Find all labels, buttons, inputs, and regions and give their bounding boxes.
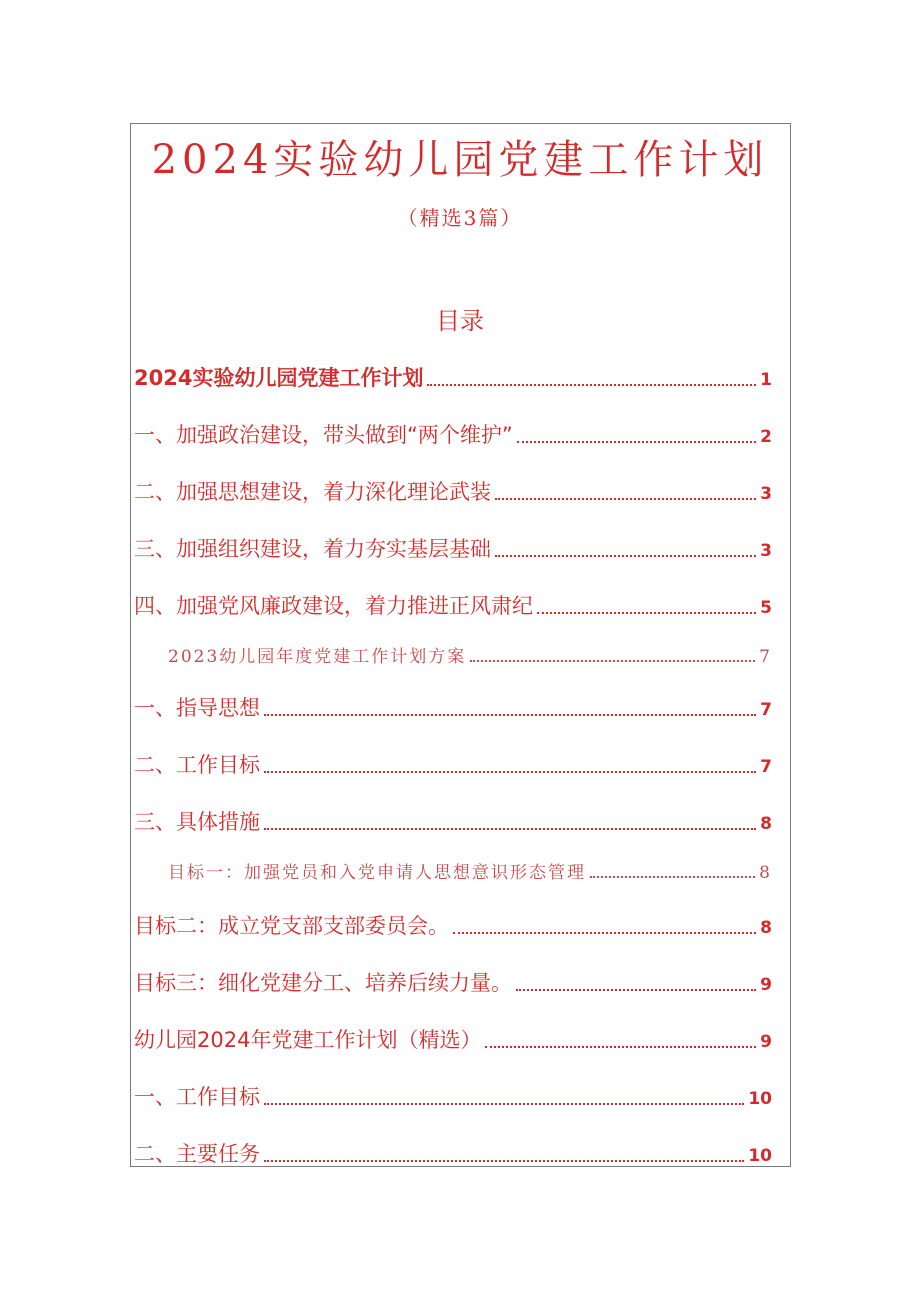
toc-entry[interactable]: [134, 533, 772, 563]
toc-leader-dots: [264, 714, 756, 716]
toc-entry-label: 四、加强党风廉政建设，着力推进正风肃纪: [134, 594, 533, 618]
toc-entry-page: 2: [760, 427, 772, 447]
toc-entry[interactable]: [168, 858, 772, 883]
toc-entry-page: 3: [760, 484, 772, 504]
toc-entry-label: 三、具体措施: [134, 810, 260, 834]
toc-entry-label: 二、工作目标: [134, 753, 260, 777]
toc-entry[interactable]: [134, 419, 772, 449]
toc-entry-label: 幼儿园2024年党建工作计划（精选）: [134, 1028, 482, 1052]
toc-entry-page: 7: [760, 757, 772, 777]
toc-leader-dots: [453, 932, 756, 934]
toc-entry-page: 10: [748, 1089, 772, 1109]
toc-entry[interactable]: [134, 910, 772, 940]
toc-entry-page: 9: [760, 975, 772, 995]
toc-entry[interactable]: [134, 1081, 772, 1111]
toc-leader-dots: [590, 876, 755, 878]
toc-entry-page: 8: [760, 918, 772, 938]
toc-entry-label: 2023幼儿园年度党建工作计划方案: [168, 647, 467, 667]
toc-entry-page: 7: [759, 647, 772, 667]
toc-entry[interactable]: [134, 806, 772, 836]
toc-entry-page: 5: [760, 598, 772, 618]
toc-leader-dots: [537, 612, 756, 614]
toc-leader-dots: [495, 555, 756, 557]
toc-leader-dots: [264, 1103, 744, 1105]
toc-entry-label: 一、工作目标: [134, 1085, 260, 1109]
toc-entry-page: 3: [760, 541, 772, 561]
toc-leader-dots: [264, 1160, 744, 1162]
toc-leader-dots: [495, 498, 756, 500]
toc-entry[interactable]: [134, 692, 772, 722]
toc-leader-dots: [264, 771, 756, 773]
toc-entry-label: 目标二：成立党支部支部委员会。: [134, 914, 449, 938]
toc-entry-label: 一、加强政治建设，带头做到“两个维护”: [134, 423, 513, 447]
toc-leader-dots: [264, 828, 756, 830]
toc-heading: 目录: [436, 307, 484, 335]
toc-leader-dots: [517, 441, 756, 443]
toc-entry-page: 10: [748, 1146, 772, 1166]
toc-leader-dots: [470, 660, 755, 662]
toc-entry[interactable]: [134, 1024, 772, 1054]
toc-entry[interactable]: [134, 749, 772, 779]
toc-entry[interactable]: [168, 642, 772, 667]
toc-leader-dots: [485, 1046, 756, 1048]
toc-entry-label: 2024实验幼儿园党建工作计划: [134, 366, 424, 390]
toc-entry-page: 8: [759, 863, 772, 883]
toc-entry[interactable]: [134, 1138, 772, 1168]
toc-entry-label: 一、指导思想: [134, 696, 260, 720]
toc-entry-page: 7: [760, 700, 772, 720]
toc-entry[interactable]: [134, 362, 772, 392]
toc-entry-page: 8: [760, 814, 772, 834]
toc-entry-page: 1: [760, 370, 772, 390]
toc-entry-label: 目标一：加强党员和入党申请人思想意识形态管理: [168, 863, 586, 883]
toc-entry-label: 二、加强思想建设，着力深化理论武装: [134, 480, 491, 504]
document-subtitle: （精选3篇）: [397, 206, 523, 230]
toc-entry-label: 二、主要任务: [134, 1142, 260, 1166]
document-title: 2024实验幼儿园党建工作计划: [151, 137, 769, 183]
toc-entry-label: 三、加强组织建设，着力夯实基层基础: [134, 537, 491, 561]
toc-leader-dots: [427, 384, 756, 386]
toc-entry-page: 9: [760, 1032, 772, 1052]
toc-leader-dots: [516, 989, 756, 991]
toc-entry[interactable]: [134, 590, 772, 620]
toc-entry-label: 目标三：细化党建分工、培养后续力量。: [134, 971, 512, 995]
toc-entry[interactable]: [134, 476, 772, 506]
toc-entry[interactable]: [134, 967, 772, 997]
